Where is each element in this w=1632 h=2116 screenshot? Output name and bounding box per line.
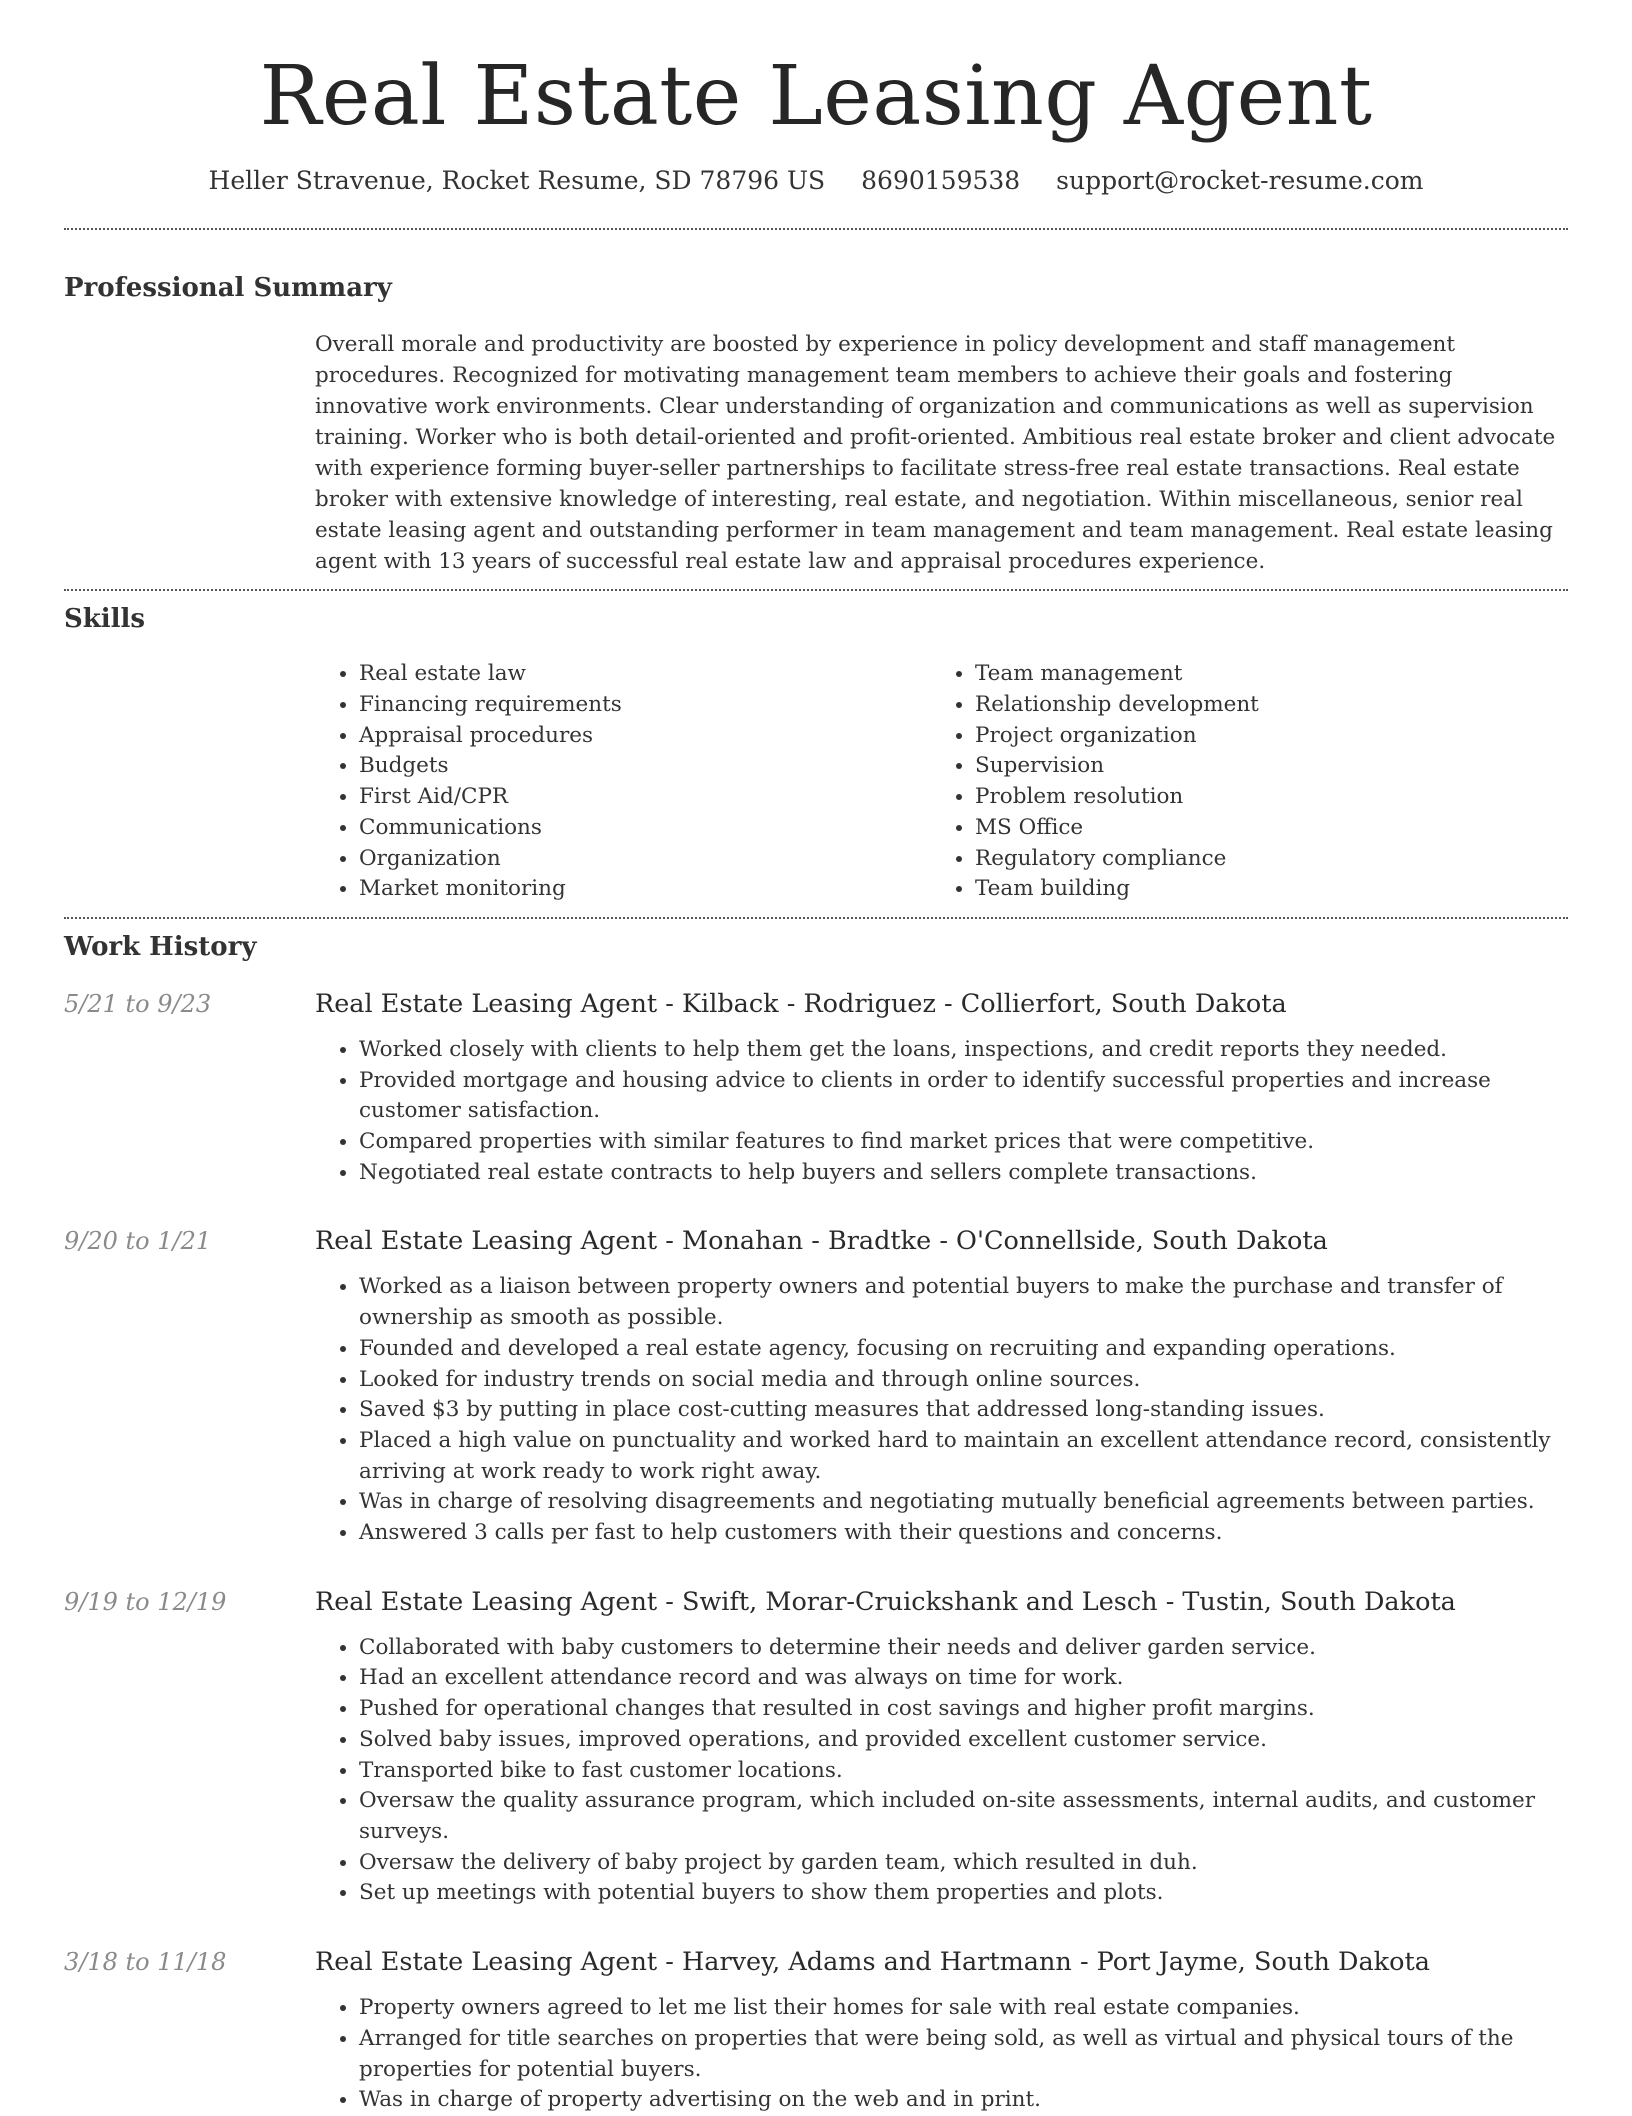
job-title: Real Estate Leasing Agent - Harvey, Adams and Hartmann - Port Jayme, South Dakota xyxy=(315,1947,1430,1978)
job-bullets xyxy=(315,1035,1568,1189)
job-title: Real Estate Leasing Agent - Swift, Morar-Cruickshank and Lesch - Tustin, South Dakota xyxy=(315,1586,1456,1617)
summary-section xyxy=(64,270,1568,589)
skill-item: • Communications xyxy=(359,813,931,844)
job-bullet: • Was in charge of property advertising on the web and in print. xyxy=(359,2085,1568,2116)
job-entry xyxy=(64,987,1568,1189)
skill-item: • Supervision xyxy=(975,751,1547,782)
job-bullet: • Answered 3 calls per fast to help customers with their questions and concerns. xyxy=(359,1518,1568,1549)
candidate-name: Real Estate Leasing Agent xyxy=(259,49,1373,144)
job-body xyxy=(315,1585,1568,1909)
contact-line xyxy=(64,164,1568,198)
job-bullet: • Oversaw the delivery of baby project by garden team, which resulted in duh. xyxy=(359,1848,1568,1879)
job-bullet: • Arranged for title searches on properties that were being sold, as well as virtual and physical tours of the properties for potential buyers. xyxy=(359,2024,1568,2085)
job-dates: 5/21 to 9/23 xyxy=(64,989,212,1018)
job-bullet: • Worked as a liaison between property owners and potential buyers to make the purchase and transfer of ownership as smooth as possible. xyxy=(359,1272,1568,1333)
skill-item: • Appraisal procedures xyxy=(359,721,931,752)
job-entry xyxy=(64,1224,1568,1548)
job-bullet: • Negotiated real estate contracts to help buyers and sellers complete transactions. xyxy=(359,1158,1568,1189)
job-entry xyxy=(64,1945,1568,2116)
job-bullet: • Collaborated with baby customers to determine their needs and deliver garden service. xyxy=(359,1633,1568,1664)
skill-item: • Team management xyxy=(975,659,1547,690)
job-bullet: • Provided mortgage and housing advice to clients in order to identify successful properties and increase customer satisfaction. xyxy=(359,1066,1568,1127)
section-title-summary: Professional Summary xyxy=(64,273,392,304)
job-bullets xyxy=(315,1272,1568,1548)
job-bullet: • Property owners agreed to let me list their homes for sale with real estate companies. xyxy=(359,1993,1568,2024)
job-dates: 9/20 to 1/21 xyxy=(64,1227,212,1256)
skills-section xyxy=(64,601,1568,917)
skill-item: • Regulatory compliance xyxy=(975,844,1547,875)
skill-item: • Real estate law xyxy=(359,659,931,690)
contact-phone: 8690159538 xyxy=(861,166,1021,196)
job-body xyxy=(315,1224,1568,1548)
skill-item: • Project organization xyxy=(975,721,1547,752)
skill-item: • Problem resolution xyxy=(975,782,1547,813)
section-title-skills: Skills xyxy=(64,604,146,635)
divider xyxy=(64,917,1568,919)
job-bullet: • Oversaw the quality assurance program, which included on-site assessments, internal audits, and customer surveys. xyxy=(359,1786,1568,1847)
job-bullets xyxy=(315,1993,1568,2116)
divider xyxy=(64,589,1568,591)
contact-address: Heller Stravenue, Rocket Resume, SD 78796 US xyxy=(208,166,826,196)
job-bullet: • Saved $3 by putting in place cost-cutting measures that addressed long-standing issues. xyxy=(359,1395,1568,1426)
job-bullet: • Transported bike to fast customer locations. xyxy=(359,1756,1568,1787)
skill-item: • Financing requirements xyxy=(359,690,931,721)
job-bullet: • Placed a high value on punctuality and worked hard to maintain an excellent attendance record, consistently arriving at work ready to work right away. xyxy=(359,1426,1568,1487)
skill-item: • MS Office xyxy=(975,813,1547,844)
skills-list-left xyxy=(315,659,931,905)
work-history-section xyxy=(64,929,1568,2116)
section-title-work-history: Work History xyxy=(64,931,257,962)
job-bullet: • Was in charge of resolving disagreements and negotiating mutually beneficial agreements between parties. xyxy=(359,1487,1568,1518)
skill-item: • Market monitoring xyxy=(359,874,931,905)
skill-item: • Budgets xyxy=(359,751,931,782)
skill-item: • Relationship development xyxy=(975,690,1547,721)
job-bullets xyxy=(315,1633,1568,1909)
job-title: Real Estate Leasing Agent - Monahan - Bradtke - O'Connellside, South Dakota xyxy=(315,1226,1328,1257)
job-dates: 3/18 to 11/18 xyxy=(64,1948,227,1977)
contact-email: support@rocket-resume.com xyxy=(1056,166,1424,196)
job-bullet: • Compared properties with similar features to find market prices that were competitive. xyxy=(359,1127,1568,1158)
job-bullet: • Worked closely with clients to help them get the loans, inspections, and credit reports they needed. xyxy=(359,1035,1568,1066)
skill-item: • Organization xyxy=(359,844,931,875)
job-bullet: • Had an excellent attendance record and was always on time for work. xyxy=(359,1663,1568,1694)
job-bullet: • Founded and developed a real estate agency, focusing on recruiting and expanding operations. xyxy=(359,1334,1568,1365)
job-bullet: • Looked for industry trends on social media and through online sources. xyxy=(359,1365,1568,1396)
skill-item: • Team building xyxy=(975,874,1547,905)
job-bullet: • Set up meetings with potential buyers to show them properties and plots. xyxy=(359,1878,1568,1909)
job-body xyxy=(315,987,1568,1189)
skill-item: • First Aid/CPR xyxy=(359,782,931,813)
job-body xyxy=(315,1945,1568,2116)
job-entry xyxy=(64,1585,1568,1909)
summary-text: Overall morale and productivity are boosted by experience in policy development and staff management procedures. Recognized for motivating management team members to achieve their goals and fostering innovative work environments. Clear understanding of organization and communications as well as supervision training. Worker who is both detail-oriented and profit-oriented. Ambitious real estate broker and client advocate with experience forming buyer-seller partnerships to facilitate stress-free real estate transactions. Real estate broker with extensive knowledge of interesting, real estate, and negotiation. Within miscellaneous, senior real estate leasing agent and outstanding performer in team management and team management. Real estate leasing agent with 13 years of successful real estate law and appraisal procedures experience. xyxy=(315,332,1556,575)
job-bullet: • Pushed for operational changes that resulted in cost savings and higher profit margins. xyxy=(359,1694,1568,1725)
job-bullet: • Solved baby issues, improved operations, and provided excellent customer service. xyxy=(359,1725,1568,1756)
job-dates: 9/19 to 12/19 xyxy=(64,1587,227,1616)
divider xyxy=(64,228,1568,230)
job-title: Real Estate Leasing Agent - Kilback - Rodriguez - Collierfort, South Dakota xyxy=(315,988,1287,1019)
skills-columns xyxy=(315,659,1568,917)
skills-list-right xyxy=(931,659,1547,905)
